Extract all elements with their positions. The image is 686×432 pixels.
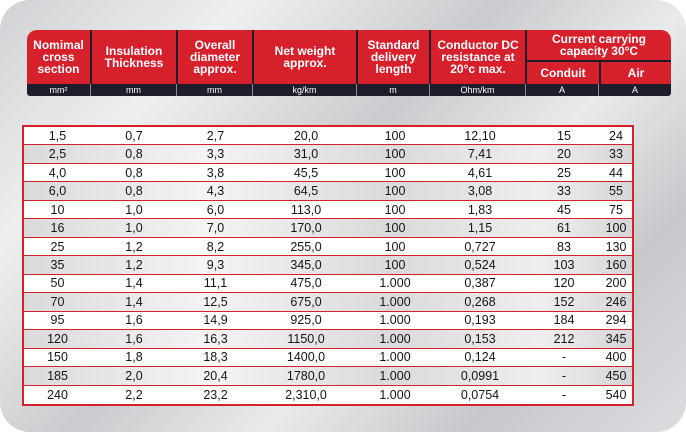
table-row xyxy=(24,201,632,219)
table-cell: 16 xyxy=(50,221,65,236)
table-row xyxy=(24,330,632,348)
table-cell: 4,0 xyxy=(48,165,67,180)
table-row xyxy=(24,182,632,200)
table-cell: 450 xyxy=(605,368,627,383)
table-cell: 246 xyxy=(605,294,627,309)
table-cell: 1.000 xyxy=(379,387,411,402)
header-diameter xyxy=(176,30,252,84)
table-cell: 400 xyxy=(605,350,627,365)
table-cell: 61 xyxy=(557,221,571,236)
header-label: Current carrying capacity 30°C xyxy=(551,32,647,58)
table-cell: 10 xyxy=(50,202,65,217)
table-cell: 1.000 xyxy=(379,313,411,328)
table-cell: 25 xyxy=(50,239,65,254)
table-cell: 33 xyxy=(609,147,623,162)
header-delivery-length xyxy=(356,30,429,84)
table-cell: 1,6 xyxy=(125,313,143,328)
table-row xyxy=(24,164,632,182)
table-header xyxy=(27,30,671,84)
table-cell: 64,5 xyxy=(293,184,319,199)
header-weight xyxy=(252,30,356,84)
table-row xyxy=(24,367,632,385)
header-capacity-title xyxy=(527,30,671,62)
table-cell: 95 xyxy=(50,313,65,328)
units-row xyxy=(27,84,671,96)
table-cell: 0,124 xyxy=(464,350,496,365)
table-cell: 12,5 xyxy=(203,294,228,309)
table-cell: 20 xyxy=(557,147,571,162)
table-cell: 0,8 xyxy=(125,165,143,180)
table-cell: - xyxy=(561,387,567,402)
unit-cell: A xyxy=(598,84,671,96)
table-cell: 1.000 xyxy=(379,331,411,346)
table-cell: 12,10 xyxy=(464,128,496,143)
table-cell: 1400,0 xyxy=(286,350,326,365)
table-cell: 0,8 xyxy=(125,184,143,199)
table-cell: 475,0 xyxy=(290,276,322,291)
table-cell: 100 xyxy=(384,202,406,217)
table-cell: 0,0754 xyxy=(460,387,500,402)
table-cell: 170,0 xyxy=(290,221,322,236)
table-cell: 200 xyxy=(605,276,627,291)
table-cell: 55 xyxy=(609,184,623,199)
table-cell: 18,3 xyxy=(203,350,228,365)
unit-cell: mm² xyxy=(27,84,90,96)
table-cell: 1.000 xyxy=(379,294,411,309)
header-label: Insulation Thickness xyxy=(104,44,164,70)
table-cell: 345 xyxy=(605,331,627,346)
table-row xyxy=(24,219,632,237)
table-cell: 150 xyxy=(47,350,68,365)
table-cell: 2,5 xyxy=(48,147,67,162)
table-cell: 240 xyxy=(47,387,68,402)
table-cell: 33 xyxy=(557,184,571,199)
table-cell: 1.000 xyxy=(379,276,411,291)
table-cell: 1,5 xyxy=(48,128,67,143)
table-cell: 1.000 xyxy=(379,368,411,383)
table-cell: 100 xyxy=(384,128,406,143)
table-cell: 120 xyxy=(553,276,575,291)
header-insulation xyxy=(90,30,176,84)
table-cell: 2,7 xyxy=(206,128,225,143)
table-cell: - xyxy=(561,350,567,365)
table-cell: 6,0 xyxy=(48,184,67,199)
table-cell: 0,727 xyxy=(464,239,496,254)
table-row xyxy=(24,145,632,163)
table-cell: 1,6 xyxy=(125,331,143,346)
table-cell: 15 xyxy=(557,128,571,143)
table-cell: 0,268 xyxy=(464,294,496,309)
table-cell: 100 xyxy=(384,258,406,273)
table-cell: 100 xyxy=(384,165,406,180)
table-cell: 184 xyxy=(553,313,575,328)
table-cell: 11,1 xyxy=(203,276,228,291)
table-cell: 50 xyxy=(50,276,65,291)
table-cell: 4,3 xyxy=(206,184,225,199)
table-cell: 1,0 xyxy=(125,202,143,217)
table-cell: 3,8 xyxy=(206,165,225,180)
table-cell: 45,5 xyxy=(293,165,319,180)
table-cell: 1.000 xyxy=(379,350,411,365)
table-row xyxy=(24,312,632,330)
unit-cell: m xyxy=(356,84,429,96)
header-air: Air xyxy=(599,62,671,84)
table-cell: 83 xyxy=(557,239,571,254)
table-cell: 31,0 xyxy=(293,147,319,162)
table-cell: 23,2 xyxy=(203,387,228,402)
table-cell: 14,9 xyxy=(203,313,228,328)
table-cell: 16,3 xyxy=(203,331,228,346)
unit-cell: A xyxy=(525,84,598,96)
table-cell: 0,7 xyxy=(125,128,143,143)
table-row xyxy=(24,127,632,145)
table-cell: 1780,0 xyxy=(286,368,326,383)
table-cell: 100 xyxy=(384,184,406,199)
table-row xyxy=(24,349,632,367)
table-cell: 1,2 xyxy=(125,239,143,254)
table-cell: 7,41 xyxy=(467,147,493,162)
table-cell: 0,387 xyxy=(464,276,496,291)
unit-cell: Ohm/km xyxy=(429,84,525,96)
table-cell: 2,310,0 xyxy=(285,387,327,402)
table-cell: 3,08 xyxy=(467,184,493,199)
table-cell: 0,524 xyxy=(464,258,496,273)
table-cell: 3,3 xyxy=(206,147,225,162)
table-cell: 294 xyxy=(605,313,627,328)
table-cell: 0,193 xyxy=(464,313,496,328)
table-cell: 185 xyxy=(47,368,68,383)
table-cell: 103 xyxy=(553,258,575,273)
table-cell: 130 xyxy=(605,239,627,254)
table-cell: 7,0 xyxy=(206,221,225,236)
header-label: Standard delivery length xyxy=(367,38,420,76)
table-row xyxy=(24,275,632,293)
table-cell: 1,83 xyxy=(467,202,493,217)
table-cell: 345,0 xyxy=(290,258,322,273)
table-cell: 925,0 xyxy=(290,313,322,328)
header-resistance xyxy=(429,30,525,84)
table-cell: 255,0 xyxy=(290,239,322,254)
table-cell: 1,4 xyxy=(125,294,143,309)
table-cell: 1,0 xyxy=(125,221,143,236)
header-label: Net weight approx. xyxy=(274,44,336,70)
unit-cell: mm xyxy=(176,84,252,96)
table-row xyxy=(24,293,632,311)
header-label: Conductor DC resistance at 20°c max. xyxy=(437,38,519,76)
table-cell: 20,4 xyxy=(203,368,228,383)
table-cell: 540 xyxy=(605,387,627,402)
table-cell: 9,3 xyxy=(206,258,225,273)
unit-cell: kg/km xyxy=(252,84,356,96)
table-cell: 120 xyxy=(47,331,68,346)
table-cell: 20,0 xyxy=(293,128,319,143)
table-cell: 160 xyxy=(605,258,627,273)
table-cell: 45 xyxy=(557,202,571,217)
table-cell: 100 xyxy=(384,221,406,236)
table-cell: 0,153 xyxy=(464,331,496,346)
header-capacity-group xyxy=(525,30,671,84)
table-cell: - xyxy=(561,368,567,383)
table-cell: 44 xyxy=(609,165,623,180)
header-label: Nomimal cross section xyxy=(33,38,84,76)
table-cell: 4,61 xyxy=(467,165,493,180)
unit-cell: mm xyxy=(90,84,176,96)
table-cell: 1,8 xyxy=(125,350,143,365)
table-cell: 2,0 xyxy=(125,368,143,383)
table-cell: 8,2 xyxy=(206,239,225,254)
table-cell: 25 xyxy=(557,165,571,180)
table-cell: 1,2 xyxy=(125,258,143,273)
table-row xyxy=(24,386,632,404)
spec-table xyxy=(22,125,634,406)
table-cell: 35 xyxy=(50,258,65,273)
table-cell: 1150,0 xyxy=(287,331,325,346)
table-cell: 212 xyxy=(553,331,575,346)
header-cross-section xyxy=(27,30,90,84)
table-cell: 75 xyxy=(609,202,623,217)
table-cell: 6,0 xyxy=(206,202,225,217)
table-cell: 0,8 xyxy=(125,147,143,162)
table-cell: 100 xyxy=(605,221,627,236)
table-cell: 0,0991 xyxy=(460,368,500,383)
table-row xyxy=(24,256,632,274)
table-cell: 2,2 xyxy=(125,387,143,402)
table-cell: 113,0 xyxy=(290,202,322,217)
table-cell: 100 xyxy=(384,239,406,254)
table-cell: 1,15 xyxy=(467,221,493,236)
table-row xyxy=(24,238,632,256)
table-cell: 100 xyxy=(384,147,406,162)
table-cell: 675,0 xyxy=(290,294,322,309)
table-cell: 24 xyxy=(609,128,623,143)
table-cell: 1,4 xyxy=(125,276,143,291)
table-cell: 70 xyxy=(50,294,65,309)
header-label: Overall diameter approx. xyxy=(189,38,241,76)
header-conduit: Conduit xyxy=(527,62,599,84)
table-cell: 152 xyxy=(553,294,575,309)
